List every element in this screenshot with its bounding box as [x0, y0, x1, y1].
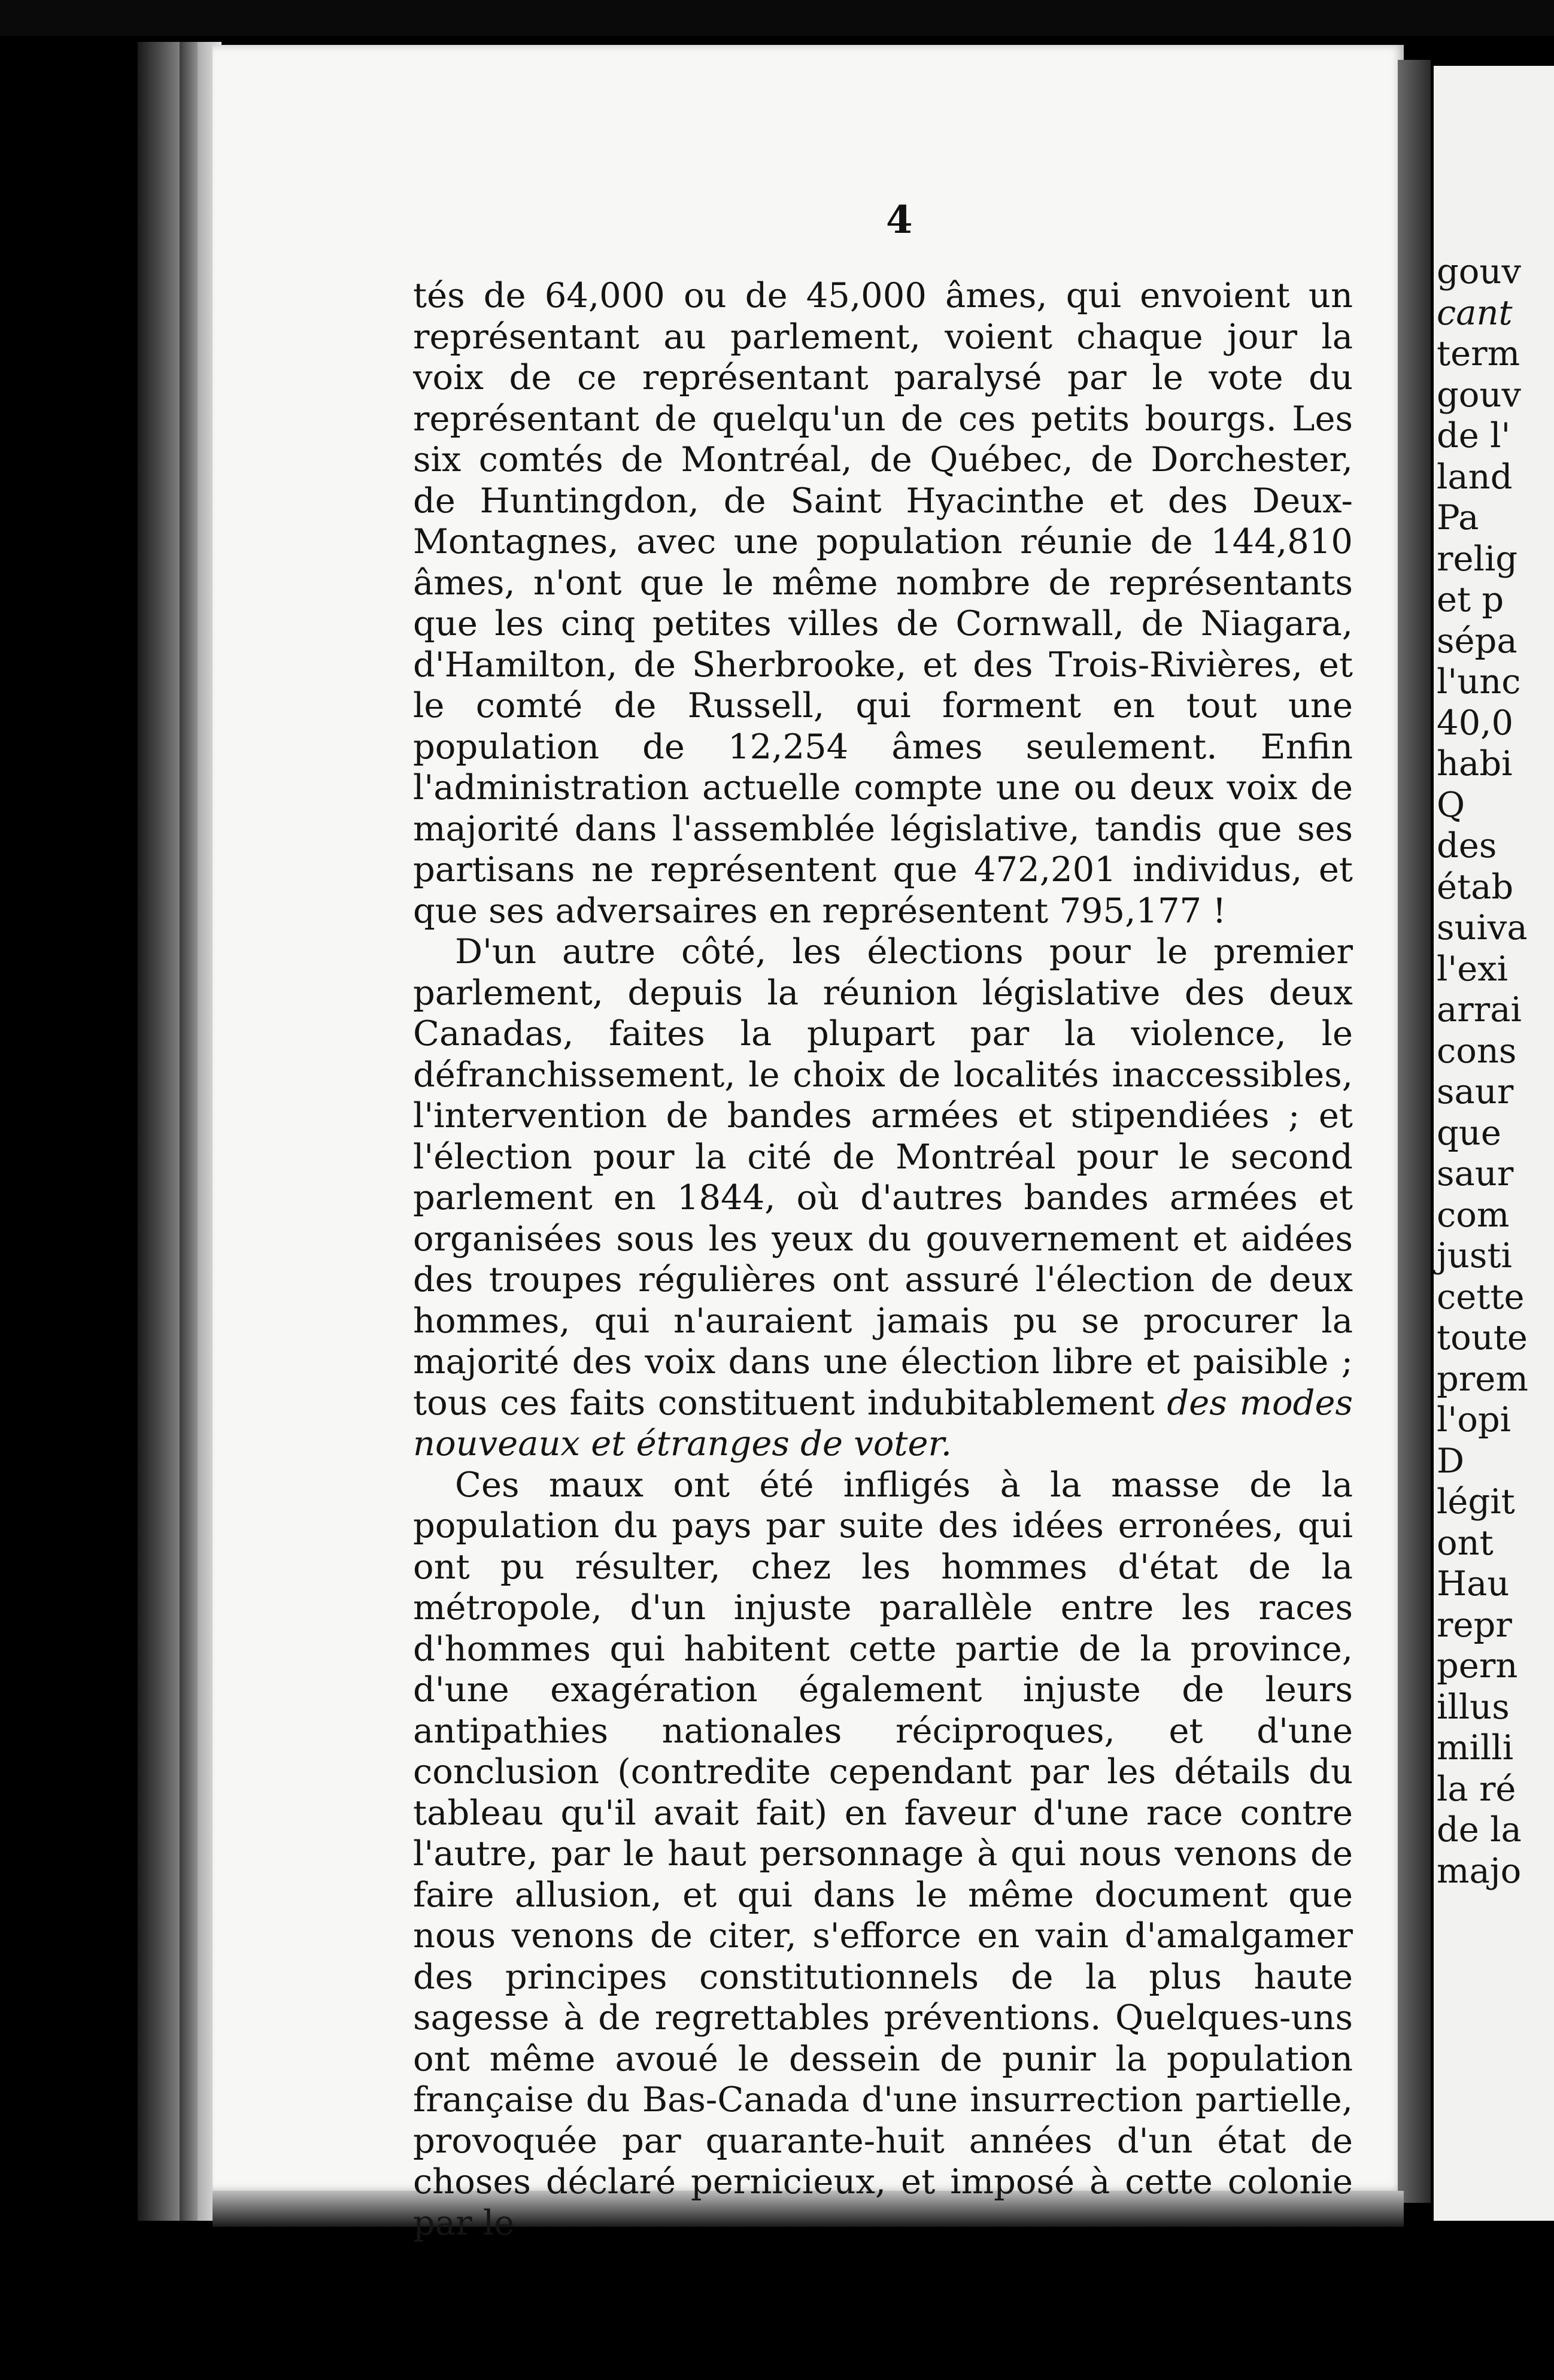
facing-page-line: l'exi — [1437, 948, 1509, 989]
facing-page-line: gouv — [1437, 374, 1521, 415]
facing-page-line: justi — [1437, 1235, 1512, 1276]
facing-page-line: des — [1437, 825, 1497, 866]
facing-page-text — [1437, 251, 1554, 1892]
paragraph-2-text: D'un autre côté, les élections pour le premier parlement, depuis la réunion législative des deux Canadas, faites la plupart par la violence, le défranchissement, le choix de localités inaccessibles, l'intervention de bandes armées et stipendiées ; et l'élection pour la cité de Montréal pour le second parlement en 1844, où d'autres bandes armées et organisées sous les yeux du gouvernement et aidées des troupes régulières ont assuré l'élection de deux hommes, qui n'auraient jamais pu se procurer la majorité des voix dans une élection libre et paisible ; tous ces faits constituent indubitablement — [413, 931, 1353, 1423]
facing-page-line: com — [1437, 1194, 1510, 1235]
book-spine-edge — [180, 42, 198, 2221]
facing-page-line: majo — [1437, 1850, 1522, 1891]
gutter-shadow — [1398, 60, 1431, 2203]
facing-page-line: illus — [1437, 1686, 1510, 1727]
paragraph-2-italic: des modes nouveaux et étranges de voter. — [413, 1382, 1353, 1464]
page-number: 4 — [886, 198, 913, 242]
facing-page-line: que — [1437, 1112, 1501, 1153]
facing-page-line: repr — [1437, 1604, 1512, 1645]
facing-page-line: prem — [1437, 1358, 1528, 1399]
facing-page-line: cant — [1437, 292, 1513, 333]
facing-page-line: suiva — [1437, 907, 1528, 948]
facing-page-line: Hau — [1437, 1564, 1510, 1604]
facing-page-line: Q — [1437, 784, 1465, 825]
facing-page-line: term — [1437, 333, 1520, 374]
facing-page-line: D — [1437, 1440, 1465, 1481]
facing-page-line: arrai — [1437, 989, 1522, 1030]
facing-page-line: la ré — [1437, 1768, 1516, 1809]
facing-page-line: gouv — [1437, 251, 1521, 292]
facing-page-line: milli — [1437, 1728, 1514, 1768]
facing-page-line: land — [1437, 456, 1513, 497]
facing-page-line: légit — [1437, 1482, 1515, 1522]
facing-page-line: de l' — [1437, 415, 1511, 456]
paragraph-1: tés de 64,000 ou de 45,000 âmes, qui envoient un représentant au parlement, voient chaque jour la voix de ce représentant paralysé par le vote du représentant de quelqu'un de ces petits bourgs. Les six comtés de Montréal, de Québec, de Dorchester, de Huntingdon, de Saint Hyacinthe et des Deux-Montagnes, avec une population réunie de 144,810 âmes, n'ont que le même nombre de représentants que les cinq petites villes de Cornwall, de Niagara, d'Hamilton, de Sherbrooke, et des Trois-Rivières, et le comté de Russell, qui forment en tout une population de 12,254 âmes seulement. Enfin l'administration actuelle compte une ou deux voix de majorité dans l'assemblée législative, tandis que ses partisans ne représentent que 472,201 individus, et que ses adversaires en représentent 795,177 ! — [413, 275, 1353, 931]
facing-page-line: cons — [1437, 1030, 1517, 1071]
facing-page-line: de la — [1437, 1810, 1522, 1850]
facing-page-line: l'opi — [1437, 1400, 1511, 1440]
facing-page-line: ont — [1437, 1522, 1494, 1563]
facing-page-line: habi — [1437, 743, 1513, 784]
facing-page-line: cette — [1437, 1276, 1525, 1317]
facing-page-line: pern — [1437, 1646, 1518, 1686]
facing-page-line: 40,0 — [1437, 702, 1514, 743]
scan-border-top — [0, 0, 1554, 36]
facing-page-line: Pa — [1437, 497, 1479, 538]
facing-page-line: sépa — [1437, 620, 1517, 661]
facing-page-line: et p — [1437, 579, 1504, 620]
paragraph-2 — [413, 931, 1353, 1465]
facing-page-line: toute — [1437, 1318, 1528, 1358]
facing-page-line: saur — [1437, 1153, 1514, 1194]
body-text — [413, 275, 1353, 2244]
facing-page-line: relig — [1437, 538, 1518, 579]
facing-page-line: saur — [1437, 1071, 1514, 1112]
paragraph-3: Ces maux ont été infligés à la masse de la population du pays par suite des idées erronées, qui ont pu résulter, chez les hommes d'état de la métropole, d'un injuste parallèle entre les races d'hommes qui habitent cette partie de la province, d'une exagération également injuste de leurs antipathies nationales réciproques, et d'une conclusion (contredite cependant par les détails du tableau qu'il avait fait) en faveur d'une race contre l'autre, par le haut personnage à qui nous venons de faire allusion, et qui dans le même document que nous venons de citer, s'efforce en vain d'amalgamer des principes constitutionnels de la plus haute sagesse à de regrettables préventions. Quelques-uns ont même avoué le dessein de punir la population française du Bas-Canada d'une insurrection partielle, provoquée par quarante-huit années d'un état de choses déclaré pernicieux, et imposé à cette colonie par le — [413, 1464, 1353, 2243]
facing-page-line: étab — [1437, 866, 1514, 907]
facing-page-line: l'unc — [1437, 661, 1521, 702]
